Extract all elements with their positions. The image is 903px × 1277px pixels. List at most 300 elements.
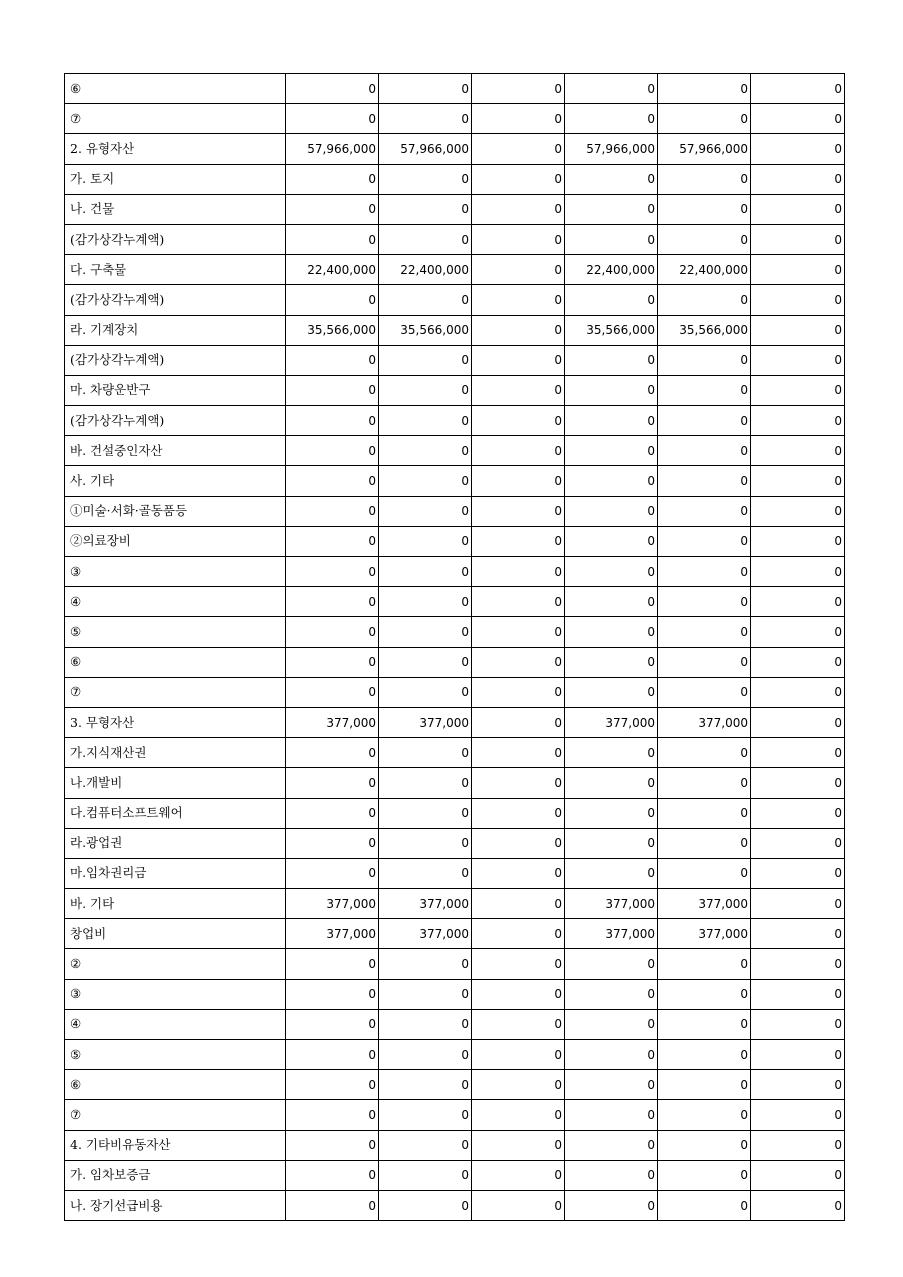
row-label: ⑥	[65, 647, 286, 677]
amount-cell: 0	[286, 1100, 379, 1130]
amount-cell: 377,000	[286, 889, 379, 919]
table-row	[65, 1190, 845, 1220]
amount-cell: 0	[751, 526, 845, 556]
amount-cell: 377,000	[286, 919, 379, 949]
amount-cell: 0	[751, 224, 845, 254]
amount-cell: 0	[751, 104, 845, 134]
amount-cell: 0	[565, 949, 658, 979]
amount-cell: 0	[379, 285, 472, 315]
amount-cell: 0	[472, 647, 565, 677]
amount-cell: 0	[565, 224, 658, 254]
amount-cell: 377,000	[658, 919, 751, 949]
amount-cell: 0	[379, 375, 472, 405]
table-row	[65, 436, 845, 466]
amount-cell: 35,566,000	[286, 315, 379, 345]
amount-cell: 0	[286, 496, 379, 526]
table-row	[65, 1100, 845, 1130]
amount-cell: 0	[379, 587, 472, 617]
amount-cell: 0	[472, 526, 565, 556]
row-label: ⑤	[65, 617, 286, 647]
amount-cell: 0	[658, 1070, 751, 1100]
table-row	[65, 1009, 845, 1039]
row-label: 창업비	[65, 919, 286, 949]
amount-cell: 0	[751, 828, 845, 858]
amount-cell: 0	[658, 1160, 751, 1190]
amount-cell: 0	[472, 979, 565, 1009]
amount-cell: 0	[379, 1009, 472, 1039]
row-label: 다. 구축물	[65, 255, 286, 285]
amount-cell: 0	[751, 466, 845, 496]
row-label: ⑥	[65, 1070, 286, 1100]
asset-table	[64, 73, 845, 1221]
amount-cell: 0	[565, 828, 658, 858]
amount-cell: 0	[751, 194, 845, 224]
amount-cell: 0	[472, 1040, 565, 1070]
amount-cell: 0	[472, 496, 565, 526]
amount-cell: 0	[565, 1070, 658, 1100]
amount-cell: 0	[658, 104, 751, 134]
row-label: 2. 유형자산	[65, 134, 286, 164]
row-label: ⑥	[65, 74, 286, 104]
row-label: ⑤	[65, 1040, 286, 1070]
amount-cell: 0	[565, 1040, 658, 1070]
amount-cell: 0	[565, 1190, 658, 1220]
table-row	[65, 919, 845, 949]
amount-cell: 0	[565, 164, 658, 194]
amount-cell: 0	[286, 74, 379, 104]
amount-cell: 0	[286, 949, 379, 979]
row-label: ③	[65, 979, 286, 1009]
amount-cell: 0	[286, 1040, 379, 1070]
amount-cell: 0	[472, 164, 565, 194]
amount-cell: 0	[658, 164, 751, 194]
row-label: ⑦	[65, 104, 286, 134]
amount-cell: 0	[565, 798, 658, 828]
amount-cell: 0	[751, 858, 845, 888]
amount-cell: 0	[565, 345, 658, 375]
amount-cell: 0	[658, 738, 751, 768]
amount-cell: 35,566,000	[565, 315, 658, 345]
amount-cell: 377,000	[565, 889, 658, 919]
amount-cell: 0	[286, 1190, 379, 1220]
amount-cell: 0	[472, 1130, 565, 1160]
amount-cell: 0	[286, 979, 379, 1009]
amount-cell: 0	[286, 345, 379, 375]
amount-cell: 0	[472, 224, 565, 254]
amount-cell: 0	[658, 375, 751, 405]
amount-cell: 0	[565, 1160, 658, 1190]
amount-cell: 0	[286, 557, 379, 587]
row-label: 나. 장기선급비용	[65, 1190, 286, 1220]
row-label: (감가상각누계액)	[65, 406, 286, 436]
amount-cell: 0	[286, 677, 379, 707]
amount-cell: 0	[286, 1009, 379, 1039]
amount-cell: 0	[565, 194, 658, 224]
amount-cell: 0	[751, 375, 845, 405]
amount-cell: 0	[658, 466, 751, 496]
amount-cell: 0	[472, 406, 565, 436]
amount-cell: 0	[472, 1009, 565, 1039]
row-label: (감가상각누계액)	[65, 224, 286, 254]
amount-cell: 0	[379, 1100, 472, 1130]
amount-cell: 0	[379, 647, 472, 677]
amount-cell: 0	[565, 1100, 658, 1130]
table-row	[65, 768, 845, 798]
table-row	[65, 1070, 845, 1100]
amount-cell: 0	[472, 738, 565, 768]
amount-cell: 0	[379, 496, 472, 526]
amount-cell: 0	[751, 1160, 845, 1190]
amount-cell: 0	[658, 587, 751, 617]
amount-cell: 0	[751, 315, 845, 345]
table-row	[65, 224, 845, 254]
amount-cell: 0	[751, 1040, 845, 1070]
table-row	[65, 194, 845, 224]
amount-cell: 0	[751, 164, 845, 194]
amount-cell: 0	[658, 828, 751, 858]
amount-cell: 0	[379, 677, 472, 707]
amount-cell: 0	[379, 1040, 472, 1070]
amount-cell: 377,000	[379, 889, 472, 919]
amount-cell: 0	[658, 677, 751, 707]
amount-cell: 0	[286, 738, 379, 768]
row-label: ④	[65, 1009, 286, 1039]
amount-cell: 377,000	[658, 889, 751, 919]
amount-cell: 0	[286, 194, 379, 224]
amount-cell: 0	[565, 74, 658, 104]
row-label: ④	[65, 587, 286, 617]
amount-cell: 0	[379, 1070, 472, 1100]
table-row	[65, 889, 845, 919]
amount-cell: 377,000	[379, 707, 472, 737]
amount-cell: 0	[565, 466, 658, 496]
amount-cell: 0	[751, 134, 845, 164]
amount-cell: 0	[286, 1070, 379, 1100]
amount-cell: 0	[751, 617, 845, 647]
amount-cell: 0	[565, 858, 658, 888]
amount-cell: 0	[286, 798, 379, 828]
amount-cell: 0	[658, 768, 751, 798]
amount-cell: 0	[751, 1070, 845, 1100]
amount-cell: 0	[472, 134, 565, 164]
table-row	[65, 858, 845, 888]
amount-cell: 0	[379, 406, 472, 436]
amount-cell: 0	[751, 436, 845, 466]
amount-cell: 377,000	[286, 707, 379, 737]
amount-cell: 0	[565, 768, 658, 798]
amount-cell: 0	[472, 375, 565, 405]
amount-cell: 0	[379, 738, 472, 768]
amount-cell: 0	[379, 979, 472, 1009]
row-label: ③	[65, 557, 286, 587]
amount-cell: 22,400,000	[379, 255, 472, 285]
row-label: 나. 건물	[65, 194, 286, 224]
amount-cell: 0	[565, 375, 658, 405]
amount-cell: 0	[379, 1190, 472, 1220]
row-label: 가. 토지	[65, 164, 286, 194]
amount-cell: 377,000	[565, 707, 658, 737]
amount-cell: 0	[286, 828, 379, 858]
amount-cell: 0	[286, 647, 379, 677]
amount-cell: 0	[658, 858, 751, 888]
row-label: 마.임차권리금	[65, 858, 286, 888]
amount-cell: 0	[751, 1100, 845, 1130]
amount-cell: 57,966,000	[658, 134, 751, 164]
amount-cell: 0	[751, 557, 845, 587]
amount-cell: 0	[658, 74, 751, 104]
amount-cell: 0	[751, 1130, 845, 1160]
amount-cell: 0	[751, 1190, 845, 1220]
amount-cell: 0	[472, 285, 565, 315]
amount-cell: 0	[565, 406, 658, 436]
amount-cell: 0	[472, 889, 565, 919]
amount-cell: 0	[286, 285, 379, 315]
table-row	[65, 134, 845, 164]
table-row	[65, 1130, 845, 1160]
row-label: 라. 기계장치	[65, 315, 286, 345]
amount-cell: 0	[286, 436, 379, 466]
amount-cell: 0	[658, 526, 751, 556]
amount-cell: 0	[751, 1009, 845, 1039]
amount-cell: 0	[658, 194, 751, 224]
amount-cell: 0	[472, 919, 565, 949]
table-row	[65, 285, 845, 315]
amount-cell: 0	[379, 617, 472, 647]
amount-cell: 0	[565, 677, 658, 707]
amount-cell: 0	[472, 74, 565, 104]
amount-cell: 0	[565, 104, 658, 134]
amount-cell: 0	[286, 1160, 379, 1190]
amount-cell: 0	[751, 677, 845, 707]
amount-cell: 0	[751, 74, 845, 104]
table-row	[65, 466, 845, 496]
amount-cell: 22,400,000	[565, 255, 658, 285]
table-row	[65, 979, 845, 1009]
amount-cell: 0	[472, 707, 565, 737]
amount-cell: 377,000	[379, 919, 472, 949]
table-row	[65, 74, 845, 104]
amount-cell: 377,000	[565, 919, 658, 949]
amount-cell: 0	[379, 164, 472, 194]
row-label: 마. 차량운반구	[65, 375, 286, 405]
amount-cell: 0	[472, 436, 565, 466]
amount-cell: 57,966,000	[565, 134, 658, 164]
amount-cell: 0	[379, 436, 472, 466]
amount-cell: 0	[472, 104, 565, 134]
amount-cell: 0	[379, 466, 472, 496]
asset-table-body	[65, 74, 845, 1221]
amount-cell: 0	[751, 738, 845, 768]
row-label: 바. 기타	[65, 889, 286, 919]
amount-cell: 0	[565, 285, 658, 315]
row-label: 다.컴퓨터소프트웨어	[65, 798, 286, 828]
amount-cell: 0	[565, 587, 658, 617]
row-label: 나.개발비	[65, 768, 286, 798]
amount-cell: 0	[286, 164, 379, 194]
table-row	[65, 526, 845, 556]
amount-cell: 0	[472, 1160, 565, 1190]
amount-cell: 0	[472, 315, 565, 345]
amount-cell: 0	[472, 798, 565, 828]
amount-cell: 0	[658, 345, 751, 375]
amount-cell: 0	[286, 587, 379, 617]
amount-cell: 0	[751, 647, 845, 677]
amount-cell: 0	[472, 194, 565, 224]
amount-cell: 0	[286, 406, 379, 436]
amount-cell: 0	[751, 587, 845, 617]
amount-cell: 0	[472, 617, 565, 647]
amount-cell: 0	[751, 979, 845, 1009]
amount-cell: 0	[379, 798, 472, 828]
amount-cell: 0	[565, 1130, 658, 1160]
amount-cell: 0	[472, 255, 565, 285]
amount-cell: 0	[472, 768, 565, 798]
amount-cell: 0	[472, 828, 565, 858]
amount-cell: 0	[379, 224, 472, 254]
amount-cell: 35,566,000	[379, 315, 472, 345]
amount-cell: 0	[658, 1130, 751, 1160]
amount-cell: 0	[658, 1040, 751, 1070]
table-row	[65, 375, 845, 405]
amount-cell: 377,000	[658, 707, 751, 737]
table-row	[65, 345, 845, 375]
amount-cell: 0	[565, 738, 658, 768]
amount-cell: 0	[658, 406, 751, 436]
row-label: 라.광업권	[65, 828, 286, 858]
amount-cell: 22,400,000	[658, 255, 751, 285]
amount-cell: 0	[751, 768, 845, 798]
amount-cell: 0	[379, 1130, 472, 1160]
amount-cell: 0	[565, 436, 658, 466]
amount-cell: 57,966,000	[379, 134, 472, 164]
table-row	[65, 617, 845, 647]
amount-cell: 0	[472, 858, 565, 888]
amount-cell: 0	[286, 1130, 379, 1160]
table-row	[65, 587, 845, 617]
amount-cell: 0	[658, 617, 751, 647]
table-row	[65, 949, 845, 979]
row-label: (감가상각누계액)	[65, 285, 286, 315]
amount-cell: 0	[379, 828, 472, 858]
table-row	[65, 738, 845, 768]
table-row	[65, 557, 845, 587]
amount-cell: 0	[751, 406, 845, 436]
amount-cell: 0	[751, 707, 845, 737]
amount-cell: 0	[472, 1070, 565, 1100]
amount-cell: 0	[472, 557, 565, 587]
amount-cell: 0	[379, 557, 472, 587]
amount-cell: 0	[286, 617, 379, 647]
amount-cell: 0	[751, 949, 845, 979]
amount-cell: 0	[658, 1190, 751, 1220]
amount-cell: 0	[658, 1009, 751, 1039]
row-label: ②	[65, 949, 286, 979]
amount-cell: 0	[658, 798, 751, 828]
amount-cell: 0	[472, 1190, 565, 1220]
amount-cell: 0	[379, 858, 472, 888]
amount-cell: 0	[658, 979, 751, 1009]
amount-cell: 0	[565, 647, 658, 677]
row-label: 가.지식재산권	[65, 738, 286, 768]
amount-cell: 0	[379, 194, 472, 224]
row-label: (감가상각누계액)	[65, 345, 286, 375]
amount-cell: 0	[658, 496, 751, 526]
table-row	[65, 1040, 845, 1070]
amount-cell: 0	[658, 557, 751, 587]
amount-cell: 0	[751, 285, 845, 315]
amount-cell: 0	[751, 919, 845, 949]
amount-cell: 0	[658, 647, 751, 677]
table-row	[65, 647, 845, 677]
table-row	[65, 677, 845, 707]
amount-cell: 0	[658, 224, 751, 254]
amount-cell: 0	[379, 526, 472, 556]
amount-cell: 0	[286, 224, 379, 254]
table-row	[65, 104, 845, 134]
row-label: 4. 기타비유동자산	[65, 1130, 286, 1160]
amount-cell: 0	[286, 526, 379, 556]
amount-cell: 0	[565, 979, 658, 1009]
amount-cell: 0	[379, 1160, 472, 1190]
amount-cell: 0	[472, 587, 565, 617]
amount-cell: 0	[565, 557, 658, 587]
amount-cell: 0	[379, 949, 472, 979]
table-row	[65, 406, 845, 436]
row-label: 3. 무형자산	[65, 707, 286, 737]
row-label: 가. 임차보증금	[65, 1160, 286, 1190]
amount-cell: 0	[286, 104, 379, 134]
amount-cell: 0	[379, 768, 472, 798]
row-label: ②의료장비	[65, 526, 286, 556]
table-row	[65, 1160, 845, 1190]
amount-cell: 0	[751, 345, 845, 375]
amount-cell: 57,966,000	[286, 134, 379, 164]
amount-cell: 0	[565, 526, 658, 556]
table-row	[65, 164, 845, 194]
table-row	[65, 828, 845, 858]
amount-cell: 0	[286, 768, 379, 798]
amount-cell: 0	[751, 889, 845, 919]
amount-cell: 0	[379, 74, 472, 104]
row-label: ⑦	[65, 1100, 286, 1130]
row-label: ⑦	[65, 677, 286, 707]
amount-cell: 0	[751, 496, 845, 526]
amount-cell: 0	[472, 949, 565, 979]
amount-cell: 0	[565, 1009, 658, 1039]
amount-cell: 0	[472, 677, 565, 707]
amount-cell: 0	[658, 436, 751, 466]
amount-cell: 0	[658, 285, 751, 315]
table-row	[65, 255, 845, 285]
amount-cell: 0	[379, 345, 472, 375]
amount-cell: 0	[565, 617, 658, 647]
amount-cell: 35,566,000	[658, 315, 751, 345]
amount-cell: 0	[472, 466, 565, 496]
amount-cell: 0	[472, 345, 565, 375]
amount-cell: 0	[286, 466, 379, 496]
row-label: 사. 기타	[65, 466, 286, 496]
amount-cell: 0	[751, 255, 845, 285]
amount-cell: 0	[565, 496, 658, 526]
row-label: 바. 건설중인자산	[65, 436, 286, 466]
amount-cell: 22,400,000	[286, 255, 379, 285]
table-row	[65, 798, 845, 828]
amount-cell: 0	[379, 104, 472, 134]
table-row	[65, 707, 845, 737]
table-row	[65, 496, 845, 526]
row-label: ①미술·서화·골동품등	[65, 496, 286, 526]
amount-cell: 0	[286, 858, 379, 888]
